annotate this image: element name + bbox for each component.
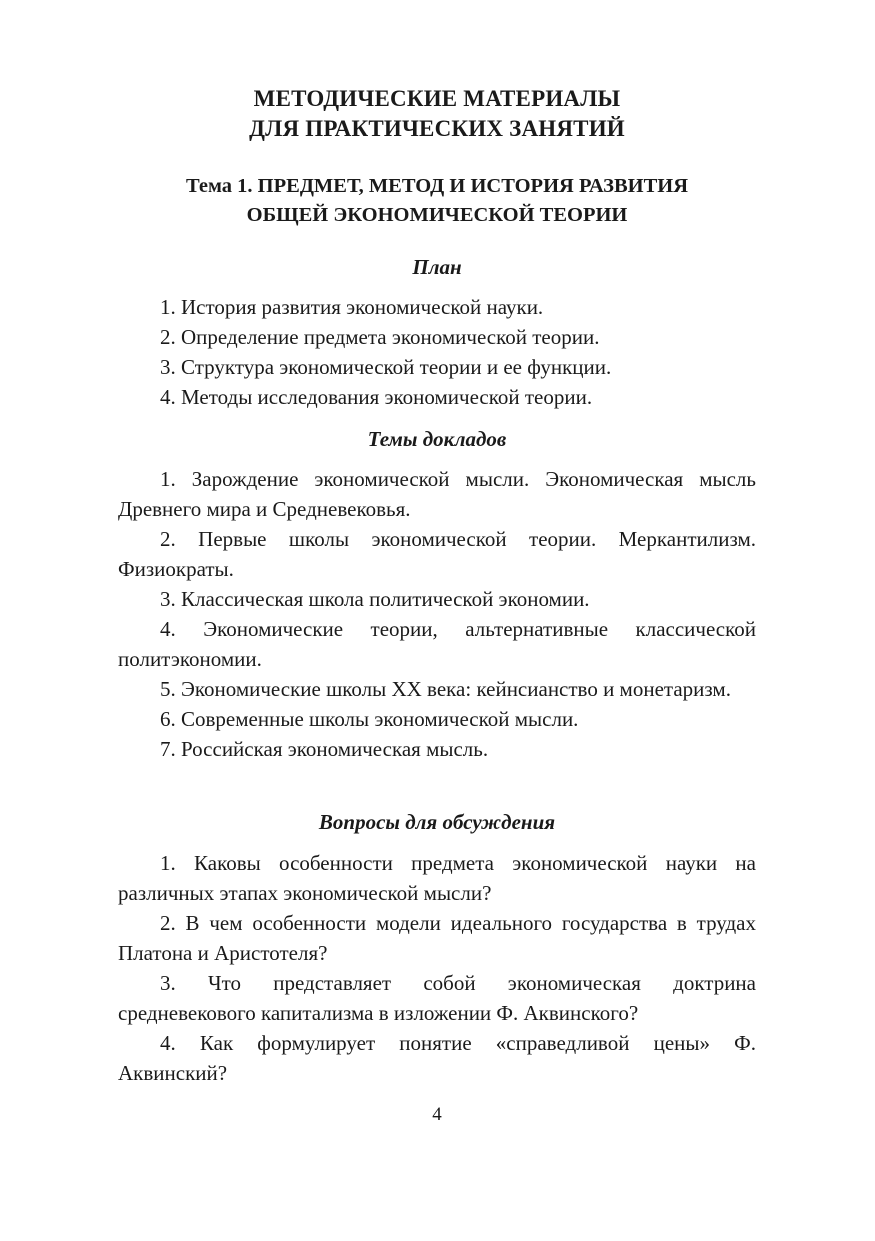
plan-item: 3. Структура экономической теории и ее функции.: [160, 355, 612, 379]
reports-list: [118, 464, 756, 764]
topic-title-line-2: ОБЩЕЙ ЭКОНОМИЧЕСКОЙ ТЕОРИИ: [246, 204, 628, 226]
page-title-line-2: ДЛЯ ПРАКТИЧЕСКИХ ЗАНЯТИЙ: [249, 116, 625, 141]
question-item: 2. В чем особенности модели идеального государства в трудах Платона и Аристотеля?: [118, 911, 756, 965]
question-item: 3. Что представляет собой экономическая доктрина средневекового капитализма в изложении Ф. Аквинского?: [118, 971, 756, 1025]
questions-list: [118, 848, 756, 1088]
report-item: 5. Экономические школы XX века: кейнсианство и монетаризм.: [160, 677, 731, 701]
topic-title: [118, 172, 756, 230]
topic-title-line-1: Тема 1. ПРЕДМЕТ, МЕТОД И ИСТОРИЯ РАЗВИТИЯ: [185, 175, 689, 197]
plan-heading: План: [412, 255, 462, 279]
question-item: 4. Как формулирует понятие «справедливой цены» Ф. Аквинский?: [118, 1031, 756, 1085]
plan-item: 4. Методы исследования экономической теории.: [160, 385, 593, 409]
report-item: 7. Российская экономическая мысль.: [160, 737, 489, 761]
plan-item: 1. История развития экономической науки.: [160, 295, 544, 319]
page-title-line-1: МЕТОДИЧЕСКИЕ МАТЕРИАЛЫ: [253, 86, 621, 111]
report-item: 1. Зарождение экономической мысли. Экономическая мысль Древнего мира и Средневековья.: [118, 467, 756, 521]
page-number: 4: [432, 1104, 442, 1125]
questions-heading: Вопросы для обсуждения: [318, 810, 556, 834]
plan-list: [118, 292, 756, 412]
report-item: 6. Современные школы экономической мысли.: [160, 707, 579, 731]
report-item: 4. Экономические теории, альтернативные классической политэкономии.: [118, 617, 756, 671]
question-item: 1. Каковы особенности предмета экономической науки на различных этапах экономической мысли?: [118, 851, 756, 905]
report-item: 2. Первые школы экономической теории. Меркантилизм. Физиократы.: [118, 527, 756, 581]
report-item: 3. Классическая школа политической экономии.: [160, 587, 590, 611]
page-title: [118, 84, 756, 144]
reports-heading: Темы докладов: [367, 427, 507, 451]
plan-item: 2. Определение предмета экономической теории.: [160, 325, 600, 349]
